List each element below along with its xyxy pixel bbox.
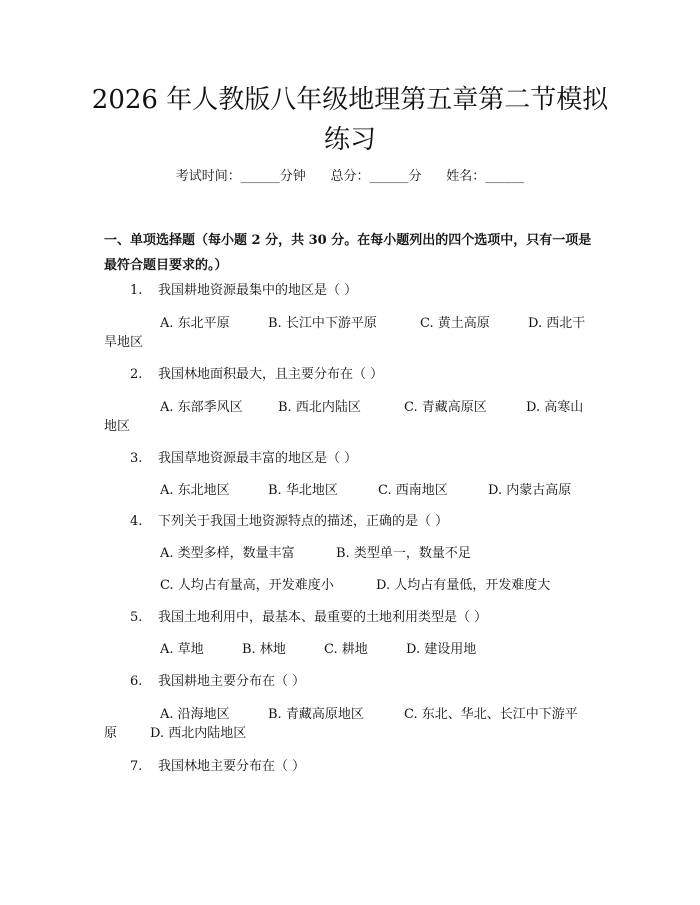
question-6-options [160, 705, 578, 725]
question-text: 我国林地面积最大，且主要分布在（ ） [158, 367, 384, 382]
option-d: D. 高寒山 [526, 400, 584, 415]
option-d: D. 人均占有量低，开发难度大 [376, 578, 551, 593]
option-a: A. 东部季风区 [160, 400, 243, 415]
page-title-line2: 练习 [323, 125, 376, 155]
option-a: A. 东北地区 [160, 483, 230, 498]
option-b: B. 西北内陆区 [278, 400, 361, 415]
option-b: B. 青藏高原地区 [268, 707, 364, 722]
question-number: 7. [130, 759, 143, 774]
option-d: D. 内蒙古高原 [488, 483, 572, 498]
option-c: C. 黄土高原 [420, 316, 490, 331]
option-c: C. 西南地区 [378, 483, 448, 498]
exam-info-line: 考试时间：______分钟 总分：______分 姓名：______ [175, 169, 525, 184]
option-b: B. 林地 [242, 642, 286, 657]
option-continuation: 地区 [104, 419, 131, 434]
option-continuation: 旱地区 [104, 335, 144, 350]
question-5-options [160, 640, 476, 660]
question-2 [130, 365, 383, 385]
question-5 [130, 608, 487, 628]
question-text: 我国林地主要分布在（ ） [158, 759, 306, 774]
question-number: 1. [130, 283, 143, 298]
option-c: C. 东北、华北、长江中下游平 [404, 707, 578, 722]
question-3 [130, 449, 357, 469]
question-number: 6. [130, 674, 143, 689]
question-1-options [160, 314, 585, 334]
question-3-options [160, 481, 571, 501]
question-number: 3. [130, 451, 143, 466]
option-a: A. 东北平原 [160, 316, 230, 331]
option-c: C. 人均占有量高，开发难度小 [160, 578, 334, 593]
question-text: 我国耕地资源最集中的地区是（ ） [158, 283, 358, 298]
question-7 [130, 757, 305, 777]
question-text: 我国草地资源最丰富的地区是（ ） [158, 451, 358, 466]
question-4-options-row1 [160, 544, 471, 564]
option-continuation: 原 [104, 726, 118, 741]
option-a: A. 沿海地区 [160, 707, 230, 722]
question-6 [130, 672, 305, 692]
option-c: C. 耕地 [324, 642, 368, 657]
question-number: 5. [130, 610, 143, 625]
question-text: 我国耕地主要分布在（ ） [158, 674, 306, 689]
option-c: C. 青藏高原区 [404, 400, 487, 415]
option-a: A. 草地 [160, 642, 204, 657]
option-b: B. 华北地区 [268, 483, 338, 498]
option-d: D. 西北内陆地区 [150, 726, 247, 741]
question-text: 下列关于我国土地资源特点的描述，正确的是（ ） [158, 514, 449, 529]
option-continuation-row [104, 724, 246, 744]
question-4-options-row2 [160, 576, 550, 596]
option-d: D. 建设用地 [406, 642, 477, 657]
option-b: B. 类型单一，数量不足 [336, 546, 471, 561]
section-heading: 一、单项选择题（每小题 2 分，共 30 分。在每小题列出的四个选项中，只有一项是最符合题目要求的。） [104, 233, 592, 273]
page-title: 2026 年人教版八年级地理第五章第二节模拟 [91, 85, 609, 115]
question-1 [130, 281, 357, 301]
option-b: B. 长江中下游平原 [268, 316, 377, 331]
question-4 [130, 512, 448, 532]
option-d: D. 西北干 [528, 316, 586, 331]
question-number: 2. [130, 367, 143, 382]
question-text: 我国土地利用中，最基本、最重要的土地利用类型是（ ） [158, 610, 488, 625]
option-a: A. 类型多样，数量丰富 [160, 546, 295, 561]
question-2-options [160, 398, 583, 418]
question-number: 4. [130, 514, 143, 529]
